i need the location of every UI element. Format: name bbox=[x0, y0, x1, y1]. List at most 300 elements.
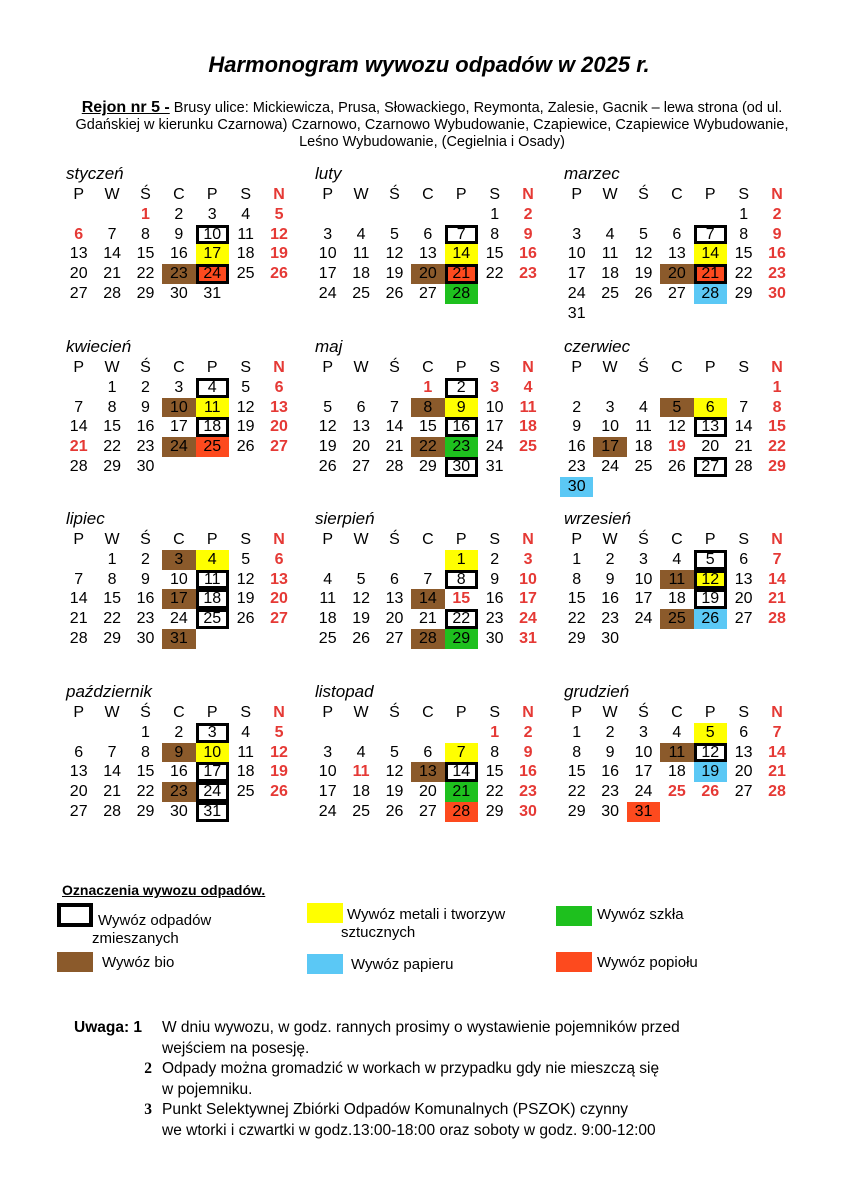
day-cell: 8 bbox=[572, 570, 582, 588]
day-cell: 30 bbox=[136, 457, 155, 475]
day-cell: 10 bbox=[634, 743, 653, 761]
month-grid bbox=[62, 185, 292, 304]
day-cell: 26 bbox=[667, 457, 686, 475]
day-cell: 21 bbox=[445, 264, 478, 284]
empty-cell bbox=[378, 723, 411, 743]
month-grid bbox=[560, 185, 790, 324]
month-grid bbox=[62, 358, 292, 477]
month-grid bbox=[311, 358, 541, 477]
day-cell: 12 bbox=[694, 743, 727, 763]
day-cell: 31 bbox=[519, 629, 537, 647]
day-cell: 20 bbox=[411, 264, 444, 284]
day-cell: 6 bbox=[74, 225, 84, 243]
day-cell: 15 bbox=[136, 763, 155, 781]
day-cell: 26 bbox=[701, 783, 720, 801]
day-cell: 19 bbox=[236, 590, 255, 608]
weekday-header: W bbox=[602, 359, 618, 376]
day-cell: 23 bbox=[445, 437, 478, 457]
month-grid bbox=[311, 530, 541, 649]
day-cell: 16 bbox=[768, 245, 786, 263]
day-cell: 11 bbox=[196, 570, 229, 590]
day-cell: 7 bbox=[107, 743, 117, 761]
day-cell: 15 bbox=[103, 590, 121, 608]
day-cell: 8 bbox=[141, 743, 150, 761]
day-cell: 4 bbox=[241, 205, 251, 223]
day-cell: 24 bbox=[601, 457, 619, 475]
day-cell: 13 bbox=[270, 398, 288, 416]
day-cell: 16 bbox=[519, 763, 537, 781]
day-cell: 8 bbox=[107, 570, 117, 588]
day-cell: 17 bbox=[318, 783, 337, 801]
empty-cell bbox=[311, 378, 344, 398]
day-cell: 10 bbox=[634, 570, 653, 588]
legend-title: Oznaczenia wywozu odpadów. bbox=[62, 882, 266, 898]
day-cell: 1 bbox=[141, 205, 150, 223]
day-cell: 20 bbox=[734, 590, 753, 608]
weekday-header: Ś bbox=[638, 186, 649, 203]
weekday-header: W bbox=[104, 186, 120, 203]
day-cell: 13 bbox=[411, 762, 444, 782]
day-cell: 14 bbox=[694, 244, 727, 264]
day-cell: 7 bbox=[694, 225, 727, 245]
day-cell: 28 bbox=[445, 284, 478, 304]
day-cell: 3 bbox=[639, 550, 648, 568]
weekday-header: Ś bbox=[638, 704, 649, 721]
empty-cell bbox=[344, 550, 377, 570]
day-cell: 11 bbox=[601, 245, 619, 263]
day-cell: 20 bbox=[69, 265, 88, 283]
day-cell: 2 bbox=[141, 378, 150, 396]
day-cell: 18 bbox=[634, 438, 653, 456]
month-grid bbox=[560, 530, 790, 649]
day-cell: 23 bbox=[162, 264, 195, 284]
day-cell: 7 bbox=[445, 743, 478, 763]
day-cell: 1 bbox=[445, 550, 478, 570]
day-cell: 6 bbox=[694, 398, 727, 418]
day-cell: 10 bbox=[169, 570, 188, 588]
day-cell: 26 bbox=[236, 610, 255, 628]
weekday-header: P bbox=[571, 359, 583, 376]
day-cell: 27 bbox=[667, 284, 686, 302]
day-cell: 11 bbox=[660, 570, 693, 590]
empty-cell bbox=[411, 723, 444, 743]
day-cell: 14 bbox=[385, 418, 404, 436]
day-cell: 3 bbox=[639, 723, 648, 741]
day-cell: 5 bbox=[241, 378, 251, 396]
day-cell: 7 bbox=[390, 398, 399, 416]
empty-cell bbox=[378, 378, 411, 398]
day-cell: 4 bbox=[605, 225, 615, 243]
weekday-header: C bbox=[173, 704, 185, 721]
note-2-line2: w pojemniku. bbox=[162, 1080, 253, 1098]
day-cell: 13 bbox=[352, 418, 370, 436]
day-cell: 18 bbox=[667, 763, 686, 781]
weekday-header: Ś bbox=[140, 359, 151, 376]
weekday-header: N bbox=[771, 531, 783, 548]
day-cell: 16 bbox=[445, 417, 478, 437]
day-cell: 24 bbox=[519, 610, 537, 628]
day-cell: 4 bbox=[323, 570, 333, 588]
day-cell: 23 bbox=[519, 783, 537, 801]
weekday-header: N bbox=[771, 359, 783, 376]
day-cell: 29 bbox=[768, 457, 786, 475]
day-cell: 24 bbox=[196, 264, 229, 284]
day-cell: 20 bbox=[734, 763, 753, 781]
day-cell: 22 bbox=[103, 610, 121, 628]
month-1 bbox=[62, 163, 292, 304]
weekday-header: P bbox=[206, 704, 218, 721]
day-cell: 7 bbox=[772, 550, 782, 568]
legend-metal-label bbox=[341, 906, 506, 942]
day-cell: 5 bbox=[390, 743, 399, 761]
day-cell: 11 bbox=[352, 245, 370, 263]
empty-cell bbox=[62, 723, 95, 743]
day-cell: 16 bbox=[485, 590, 504, 608]
day-cell: 28 bbox=[768, 783, 786, 801]
day-cell: 18 bbox=[196, 417, 229, 437]
day-cell: 15 bbox=[567, 763, 586, 781]
day-cell: 1 bbox=[572, 550, 582, 568]
day-cell: 7 bbox=[74, 398, 84, 416]
day-cell: 23 bbox=[601, 783, 619, 801]
day-cell: 12 bbox=[352, 590, 370, 608]
note-3-line1: Punkt Selektywnej Zbiórki Odpadów Komunalnych (PSZOK) czynny bbox=[162, 1101, 629, 1118]
day-cell: 24 bbox=[169, 610, 188, 628]
day-cell: 17 bbox=[485, 418, 504, 436]
empty-cell bbox=[344, 723, 377, 743]
month-name: maj bbox=[315, 337, 343, 356]
empty-cell bbox=[95, 205, 128, 225]
weekday-header: N bbox=[522, 359, 534, 376]
day-cell: 7 bbox=[739, 398, 749, 416]
weekday-header: Ś bbox=[140, 704, 151, 721]
day-cell: 16 bbox=[136, 418, 155, 436]
day-cell: 1 bbox=[772, 378, 782, 396]
weekday-header: Ś bbox=[140, 186, 151, 203]
day-cell: 4 bbox=[241, 723, 251, 741]
day-cell: 24 bbox=[162, 437, 195, 457]
day-cell: 15 bbox=[734, 245, 753, 263]
day-cell: 17 bbox=[634, 763, 653, 781]
day-cell: 4 bbox=[196, 378, 229, 398]
day-cell: 4 bbox=[356, 225, 366, 243]
day-cell: 28 bbox=[103, 284, 121, 302]
note-1-line2: wejściem na posesję. bbox=[162, 1039, 310, 1057]
day-cell: 26 bbox=[634, 284, 653, 302]
weekday-header: S bbox=[738, 186, 749, 203]
legend-mixed-label bbox=[92, 912, 212, 948]
day-cell: 23 bbox=[567, 457, 586, 475]
day-cell: 30 bbox=[169, 284, 188, 302]
weekday-header: S bbox=[489, 531, 500, 548]
day-cell: 2 bbox=[605, 723, 615, 741]
day-cell: 20 bbox=[352, 438, 370, 456]
day-cell: 25 bbox=[352, 802, 370, 820]
day-cell: 27 bbox=[270, 610, 288, 628]
empty-cell bbox=[627, 378, 660, 398]
day-cell: 1 bbox=[739, 205, 749, 223]
day-cell: 17 bbox=[318, 265, 337, 283]
day-cell: 8 bbox=[772, 398, 782, 416]
weekday-header: S bbox=[240, 359, 251, 376]
day-cell: 8 bbox=[490, 743, 500, 761]
day-cell: 15 bbox=[103, 418, 121, 436]
day-cell: 10 bbox=[318, 763, 337, 781]
day-cell: 9 bbox=[772, 225, 782, 243]
day-cell: 5 bbox=[356, 570, 366, 588]
month-8 bbox=[311, 508, 541, 649]
day-cell: 19 bbox=[385, 265, 404, 283]
day-cell: 29 bbox=[734, 284, 753, 302]
day-cell: 5 bbox=[639, 225, 648, 243]
legend-paper-swatch bbox=[307, 954, 343, 974]
month-9 bbox=[560, 508, 790, 649]
day-cell: 16 bbox=[519, 245, 537, 263]
day-cell: 27 bbox=[69, 802, 88, 820]
day-cell: 6 bbox=[739, 723, 749, 741]
day-cell: 7 bbox=[74, 570, 84, 588]
weekday-header: W bbox=[602, 704, 618, 721]
day-cell: 6 bbox=[390, 570, 399, 588]
day-cell: 18 bbox=[318, 610, 337, 628]
day-cell: 25 bbox=[660, 609, 693, 629]
weekday-header: P bbox=[571, 531, 583, 548]
weekday-header: N bbox=[771, 704, 783, 721]
day-cell: 22 bbox=[734, 265, 753, 283]
day-cell: 12 bbox=[318, 418, 337, 436]
day-cell: 3 bbox=[605, 398, 615, 416]
day-cell: 4 bbox=[196, 550, 229, 570]
day-cell: 18 bbox=[196, 589, 229, 609]
note-2-line1: Odpady można gromadzić w workach w przypadku gdy nie mieszczą się bbox=[162, 1060, 660, 1077]
legend-metal-swatch bbox=[307, 903, 343, 923]
month-name: październik bbox=[66, 682, 152, 701]
day-cell: 24 bbox=[634, 783, 653, 801]
day-cell: 26 bbox=[236, 438, 255, 456]
empty-cell bbox=[62, 378, 95, 398]
day-cell: 29 bbox=[445, 629, 478, 649]
day-cell: 15 bbox=[768, 418, 786, 436]
day-cell: 11 bbox=[237, 225, 254, 243]
weekday-header: Ś bbox=[638, 531, 649, 548]
day-cell: 22 bbox=[567, 783, 586, 801]
month-11 bbox=[311, 681, 541, 822]
day-cell: 25 bbox=[667, 783, 686, 801]
day-cell: 24 bbox=[567, 284, 586, 302]
weekday-header: P bbox=[206, 531, 218, 548]
day-cell: 11 bbox=[237, 743, 254, 761]
day-cell: 17 bbox=[162, 589, 195, 609]
month-grid bbox=[62, 703, 292, 822]
day-cell: 18 bbox=[667, 590, 686, 608]
month-grid bbox=[311, 703, 541, 822]
day-cell: 14 bbox=[768, 570, 786, 588]
empty-cell bbox=[62, 550, 95, 570]
day-cell: 13 bbox=[694, 417, 727, 437]
day-cell: 3 bbox=[572, 225, 582, 243]
day-cell: 14 bbox=[411, 589, 444, 609]
day-cell: 29 bbox=[136, 284, 155, 302]
day-cell: 18 bbox=[352, 265, 370, 283]
weekday-header: P bbox=[322, 704, 334, 721]
day-cell: 15 bbox=[485, 245, 504, 263]
day-cell: 17 bbox=[519, 590, 537, 608]
month-name: wrzesień bbox=[564, 509, 632, 528]
weekday-header: P bbox=[571, 186, 583, 203]
note-2-text bbox=[162, 1059, 659, 1100]
month-name: sierpień bbox=[315, 509, 375, 528]
weekday-header: P bbox=[704, 531, 716, 548]
day-cell: 9 bbox=[141, 570, 150, 588]
day-cell: 13 bbox=[734, 570, 753, 588]
day-cell: 29 bbox=[103, 457, 121, 475]
day-cell: 3 bbox=[162, 550, 195, 570]
note-1-text bbox=[162, 1018, 680, 1059]
day-cell: 9 bbox=[605, 570, 615, 588]
day-cell: 16 bbox=[567, 438, 586, 456]
month-name: czerwiec bbox=[564, 337, 631, 356]
day-cell: 17 bbox=[593, 437, 626, 457]
empty-cell bbox=[311, 723, 344, 743]
weekday-header: P bbox=[455, 186, 467, 203]
empty-cell bbox=[311, 550, 344, 570]
day-cell: 10 bbox=[162, 398, 195, 418]
day-cell: 6 bbox=[274, 550, 284, 568]
weekday-header: P bbox=[322, 359, 334, 376]
day-cell: 8 bbox=[445, 570, 478, 590]
day-cell: 10 bbox=[485, 398, 504, 416]
weekday-header: Ś bbox=[389, 531, 400, 548]
weekday-header: S bbox=[738, 531, 749, 548]
day-cell: 15 bbox=[136, 245, 155, 263]
day-cell: 3 bbox=[323, 743, 333, 761]
day-cell: 31 bbox=[196, 802, 229, 822]
weekday-header: P bbox=[73, 359, 85, 376]
day-cell: 3 bbox=[196, 723, 229, 743]
day-cell: 21 bbox=[418, 610, 437, 628]
weekday-header: Ś bbox=[140, 531, 151, 548]
day-cell: 26 bbox=[385, 802, 404, 820]
day-cell: 12 bbox=[385, 245, 404, 263]
day-cell: 5 bbox=[323, 398, 333, 416]
day-cell: 29 bbox=[567, 629, 586, 647]
day-cell: 12 bbox=[634, 245, 653, 263]
note-3-line2: we wtorki i czwartki w godz.13:00-18:00 oraz soboty w godz. 9:00-12:00 bbox=[162, 1121, 656, 1139]
weekday-header: Ś bbox=[389, 186, 400, 203]
day-cell: 29 bbox=[485, 802, 504, 820]
day-cell: 8 bbox=[739, 225, 749, 243]
day-cell: 16 bbox=[601, 590, 619, 608]
day-cell: 5 bbox=[274, 723, 284, 741]
weekday-header: N bbox=[273, 531, 285, 548]
day-cell: 1 bbox=[141, 723, 150, 741]
weekday-header: P bbox=[322, 531, 334, 548]
day-cell: 21 bbox=[103, 265, 121, 283]
day-cell: 11 bbox=[519, 398, 537, 416]
day-cell: 6 bbox=[74, 743, 84, 761]
month-grid bbox=[311, 185, 541, 304]
day-cell: 25 bbox=[236, 265, 255, 283]
day-cell: 20 bbox=[660, 264, 693, 284]
empty-cell bbox=[378, 205, 411, 225]
month-name: marzec bbox=[564, 164, 620, 183]
weekday-header: S bbox=[738, 359, 749, 376]
day-cell: 15 bbox=[567, 590, 586, 608]
day-cell: 14 bbox=[734, 418, 753, 436]
empty-cell bbox=[344, 378, 377, 398]
day-cell: 9 bbox=[523, 743, 533, 761]
day-cell: 7 bbox=[107, 225, 117, 243]
weekday-header: S bbox=[489, 359, 500, 376]
weekday-header: S bbox=[489, 704, 500, 721]
day-cell: 10 bbox=[196, 225, 229, 245]
weekday-header: N bbox=[273, 704, 285, 721]
day-cell: 24 bbox=[634, 610, 653, 628]
weekday-header: Ś bbox=[389, 704, 400, 721]
day-cell: 3 bbox=[207, 205, 217, 223]
day-cell: 14 bbox=[69, 418, 88, 436]
month-4 bbox=[62, 336, 292, 477]
day-cell: 27 bbox=[418, 284, 437, 302]
day-cell: 25 bbox=[236, 783, 255, 801]
day-cell: 2 bbox=[445, 378, 478, 398]
empty-cell bbox=[95, 723, 128, 743]
day-cell: 5 bbox=[694, 550, 727, 570]
day-cell: 2 bbox=[605, 550, 615, 568]
month-name: kwiecień bbox=[66, 337, 132, 356]
day-cell: 30 bbox=[519, 802, 537, 820]
day-cell: 18 bbox=[236, 245, 255, 263]
empty-cell bbox=[694, 205, 727, 225]
day-cell: 28 bbox=[694, 284, 727, 304]
weekday-header: N bbox=[522, 704, 534, 721]
day-cell: 21 bbox=[734, 438, 753, 456]
day-cell: 5 bbox=[694, 723, 727, 743]
day-cell: 23 bbox=[768, 265, 786, 283]
day-cell: 15 bbox=[452, 590, 471, 608]
weekday-header: C bbox=[671, 359, 683, 376]
empty-cell bbox=[593, 205, 626, 225]
day-cell: 19 bbox=[270, 763, 288, 781]
weekday-header: C bbox=[422, 704, 434, 721]
day-cell: 26 bbox=[352, 629, 370, 647]
note-2-number: 2 bbox=[144, 1060, 152, 1077]
note-3 bbox=[74, 1100, 680, 1141]
day-cell: 26 bbox=[270, 265, 288, 283]
month-3 bbox=[560, 163, 790, 324]
day-cell: 23 bbox=[136, 610, 155, 628]
day-cell: 5 bbox=[241, 550, 251, 568]
weekday-header: C bbox=[422, 186, 434, 203]
empty-cell bbox=[311, 205, 344, 225]
day-cell: 9 bbox=[490, 570, 500, 588]
day-cell: 20 bbox=[418, 783, 437, 801]
weekday-header: S bbox=[240, 704, 251, 721]
day-cell: 11 bbox=[660, 743, 693, 763]
day-cell: 30 bbox=[136, 629, 155, 647]
day-cell: 22 bbox=[136, 265, 155, 283]
weekday-header: C bbox=[173, 186, 185, 203]
weekday-header: P bbox=[704, 704, 716, 721]
weekday-header: C bbox=[173, 359, 185, 376]
day-cell: 30 bbox=[169, 802, 188, 820]
day-cell: 1 bbox=[423, 378, 433, 396]
day-cell: 18 bbox=[519, 418, 537, 436]
day-cell: 21 bbox=[385, 438, 404, 456]
day-cell: 22 bbox=[485, 265, 504, 283]
day-cell: 3 bbox=[490, 378, 500, 396]
empty-cell bbox=[627, 205, 660, 225]
